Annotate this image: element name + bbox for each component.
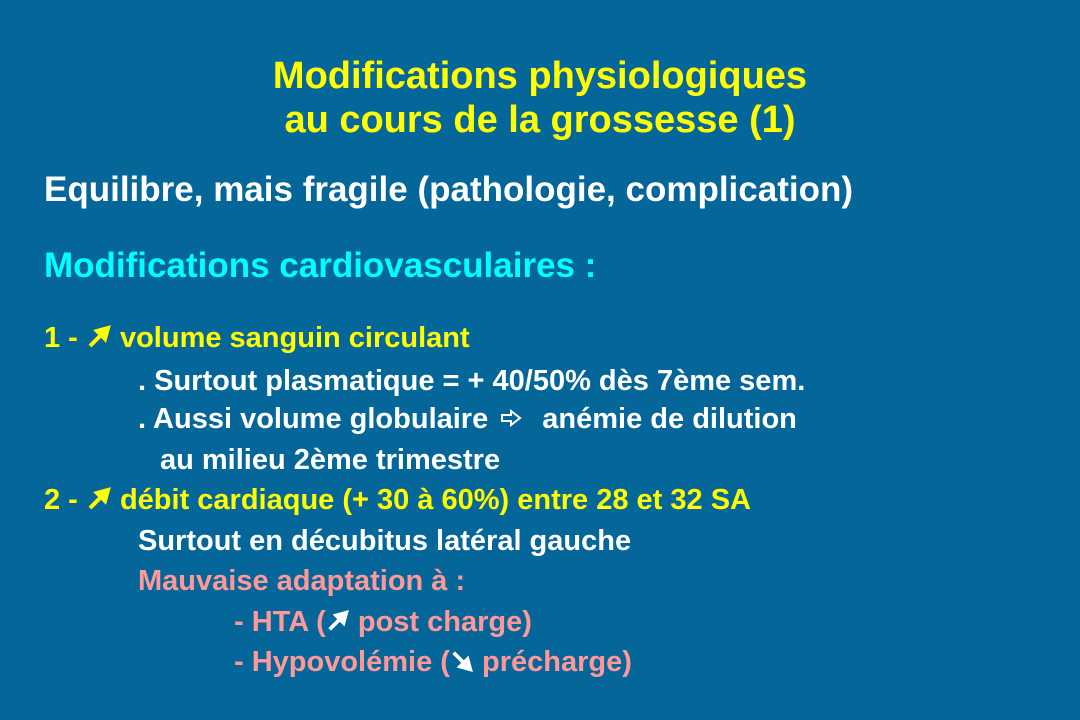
item-1-sub-2: [138, 403, 797, 436]
right-arrow-outline-icon: [488, 403, 534, 436]
item-2-sub-4: [234, 646, 632, 679]
item-2-sub-4-a: - Hypovolémie (: [234, 646, 450, 678]
subtitle: Equilibre, mais fragile (pathologie, complication): [44, 170, 853, 209]
item-1-sub-3: au milieu 2ème trimestre: [160, 444, 501, 476]
item-2-text: débit cardiaque (+ 30 à 60%) entre 28 et 32 SA: [111, 484, 751, 516]
up-right-arrow-icon: [86, 322, 112, 355]
up-right-arrow-icon: [326, 606, 350, 639]
up-right-arrow-icon: [86, 484, 112, 517]
item-2: [44, 484, 751, 517]
item-1-number: 1 -: [44, 322, 86, 354]
item-1-sub-2-b: anémie de dilution: [534, 403, 797, 435]
item-1: [44, 322, 470, 355]
item-2-sub-2: Mauvaise adaptation à :: [138, 565, 466, 597]
title-line-1: Modifications physiologiques: [272, 55, 808, 97]
item-2-sub-4-b: précharge): [473, 646, 632, 678]
item-2-sub-3: [234, 606, 532, 639]
item-2-sub-3-a: - HTA (: [234, 606, 326, 638]
item-2-number: 2 -: [44, 484, 86, 516]
down-right-arrow-icon: [450, 646, 474, 679]
item-1-text: volume sanguin circulant: [111, 322, 470, 354]
title-line-2: au cours de la grossesse (1): [284, 99, 796, 141]
slide-title: [0, 54, 1080, 142]
item-2-sub-3-b: post charge): [349, 606, 532, 638]
item-2-sub-1: Surtout en décubitus latéral gauche: [138, 525, 632, 557]
item-1-sub-1: . Surtout plasmatique = + 40/50% dès 7ème sem.: [138, 365, 806, 397]
section-heading: Modifications cardiovasculaires :: [44, 246, 597, 285]
item-1-sub-2-a: . Aussi volume globulaire: [138, 403, 489, 435]
